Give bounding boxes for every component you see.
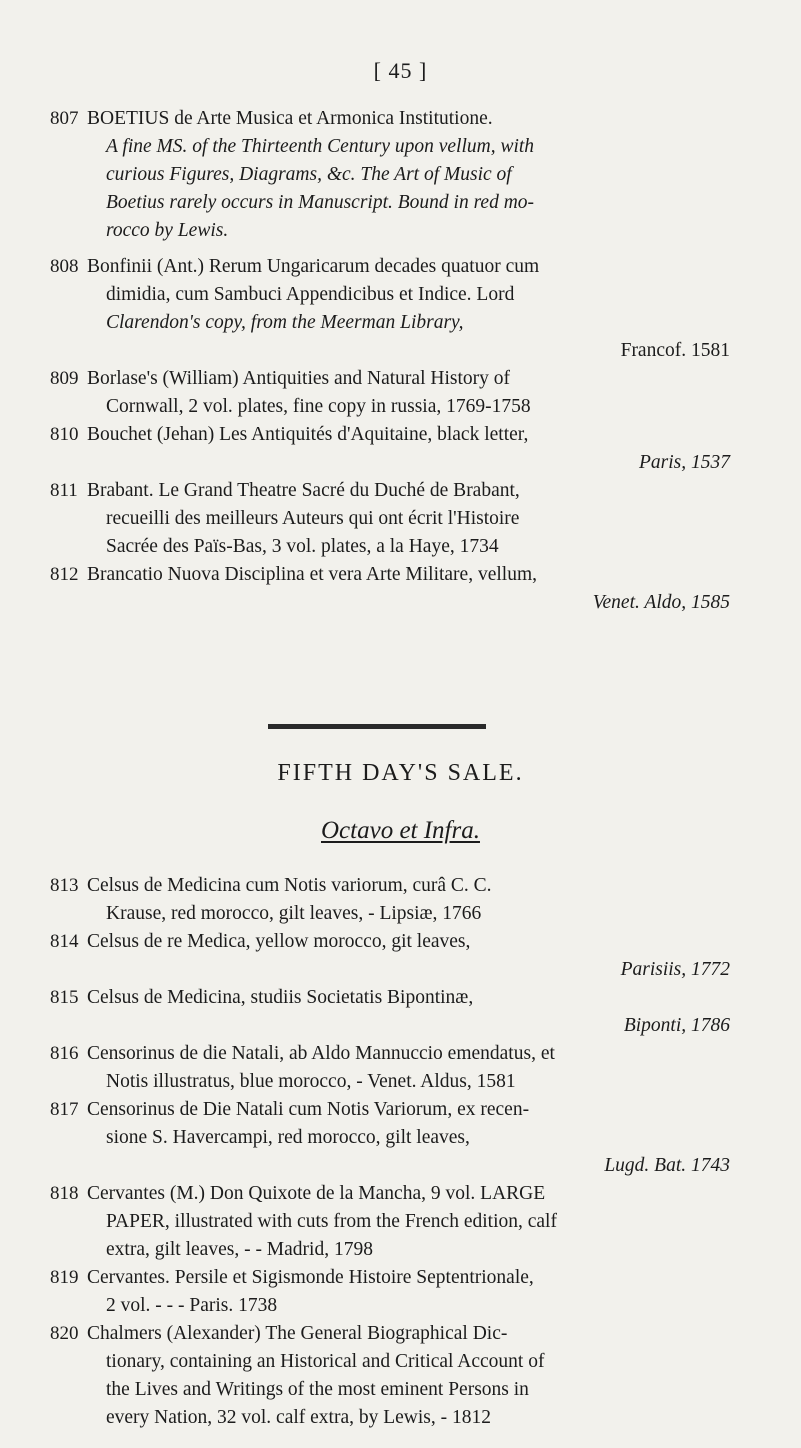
catalogue-entry-816	[50, 1040, 730, 1096]
entry-line: BOETIUS de Arte Musica et Armonica Institutione.	[87, 108, 493, 129]
entry-line: Celsus de Medicina cum Notis variorum, curâ C. C.	[87, 875, 492, 896]
entry-line: Notis illustratus, blue morocco, - Venet. Aldus, 1581	[106, 1071, 516, 1092]
entry-line: Parisiis, 1772	[620, 959, 730, 980]
entry-line: Censorinus de Die Natali cum Notis Variorum, ex recen-	[87, 1099, 530, 1120]
catalogue-entry-809	[50, 365, 730, 421]
entry-line: A fine MS. of the Thirteenth Century upon vellum, with	[106, 136, 535, 157]
lot-number: 810	[50, 424, 79, 445]
entry-line: extra, gilt leaves, - - Madrid, 1798	[106, 1239, 373, 1260]
lot-number: 816	[50, 1043, 79, 1064]
entry-line: Brancatio Nuova Disciplina et vera Arte Militare, vellum,	[87, 564, 537, 585]
entry-line: every Nation, 32 vol. calf extra, by Lewis, - 1812	[106, 1407, 492, 1428]
lot-number: 814	[50, 931, 79, 952]
entry-line: 2 vol. - - - Paris. 1738	[106, 1295, 278, 1316]
entry-line: recueilli des meilleurs Auteurs qui ont écrit l'Histoire	[106, 508, 520, 529]
entry-line: Borlase's (William) Antiquities and Natural History of	[87, 368, 510, 389]
lot-number: 807	[50, 108, 79, 129]
sale-heading: FIFTH DAY'S SALE.	[277, 760, 524, 786]
entry-line: PAPER, illustrated with cuts from the French edition, calf	[106, 1211, 557, 1232]
catalogue-entry-814	[50, 928, 730, 984]
entry-line: Cervantes (M.) Don Quixote de la Mancha, 9 vol. LARGE	[87, 1183, 546, 1204]
lot-number: 819	[50, 1267, 79, 1288]
catalogue-entry-807	[50, 105, 730, 245]
catalogue-entry-808	[50, 253, 730, 365]
lot-number: 817	[50, 1099, 79, 1120]
entry-line: Bonfinii (Ant.) Rerum Ungaricarum decades quatuor cum	[87, 256, 540, 277]
catalogue-entry-813	[50, 872, 730, 928]
entry-line: tionary, containing an Historical and Critical Account of	[106, 1351, 545, 1372]
lot-number: 812	[50, 564, 79, 585]
entry-line: Brabant. Le Grand Theatre Sacré du Duché de Brabant,	[87, 480, 520, 501]
entry-line: rocco by Lewis.	[106, 220, 229, 241]
catalogue-entry-820	[50, 1320, 730, 1432]
catalogue-entry-815	[50, 984, 730, 1040]
entry-line: Sacrée des Païs-Bas, 3 vol. plates, a la Haye, 1734	[106, 536, 499, 557]
entry-line: Celsus de Medicina, studiis Societatis Bipontinæ,	[87, 987, 474, 1008]
catalogue-entry-819	[50, 1264, 730, 1320]
lot-number: 820	[50, 1323, 79, 1344]
sale-subheading	[0, 817, 801, 845]
catalogue-entry-810	[50, 421, 730, 477]
section-divider	[268, 724, 486, 729]
entry-line: Bouchet (Jehan) Les Antiquités d'Aquitaine, black letter,	[87, 424, 529, 445]
entry-line: Paris, 1537	[638, 452, 730, 473]
entry-line: Censorinus de die Natali, ab Aldo Mannuccio emendatus, et	[87, 1043, 555, 1064]
entry-line: curious Figures, Diagrams, &c. The Art of Music of	[106, 164, 512, 185]
entry-line: Cornwall, 2 vol. plates, fine copy in russia, 1769-1758	[106, 396, 531, 417]
catalogue-entry-812	[50, 561, 730, 617]
entry-line: Celsus de re Medica, yellow morocco, git leaves,	[87, 931, 471, 952]
lot-number: 818	[50, 1183, 79, 1204]
entry-line: Biponti, 1786	[623, 1015, 730, 1036]
entry-line: Chalmers (Alexander) The General Biographical Dic-	[87, 1323, 508, 1344]
entry-line: Cervantes. Persile et Sigismonde Histoire Septentrionale,	[87, 1267, 534, 1288]
entry-line: dimidia, cum Sambuci Appendicibus et Indice. Lord	[106, 284, 515, 305]
lot-number: 809	[50, 368, 79, 389]
lot-number: 811	[50, 480, 78, 501]
catalogue-entry-811	[50, 477, 730, 561]
entry-line: Clarendon's copy, from the Meerman Library,	[106, 312, 464, 333]
entry-line: Francof. 1581	[620, 340, 730, 361]
lot-number: 815	[50, 987, 79, 1008]
entry-line: Lugd. Bat. 1743	[604, 1155, 730, 1176]
entry-line: the Lives and Writings of the most eminent Persons in	[106, 1379, 529, 1400]
entry-line: sione S. Havercampi, red morocco, gilt leaves,	[106, 1127, 470, 1148]
lot-number: 813	[50, 875, 79, 896]
page-number: [ 45 ]	[373, 58, 428, 83]
sale-subheading-text: Octavo et Infra.	[321, 817, 480, 844]
lot-number: 808	[50, 256, 79, 277]
catalogue-entry-817	[50, 1096, 730, 1180]
entry-line: Krause, red morocco, gilt leaves, - Lipsiæ, 1766	[106, 903, 482, 924]
entry-line: Venet. Aldo, 1585	[592, 592, 730, 613]
catalogue-entry-818	[50, 1180, 730, 1264]
entry-line: Boetius rarely occurs in Manuscript. Bound in red mo-	[106, 192, 535, 213]
